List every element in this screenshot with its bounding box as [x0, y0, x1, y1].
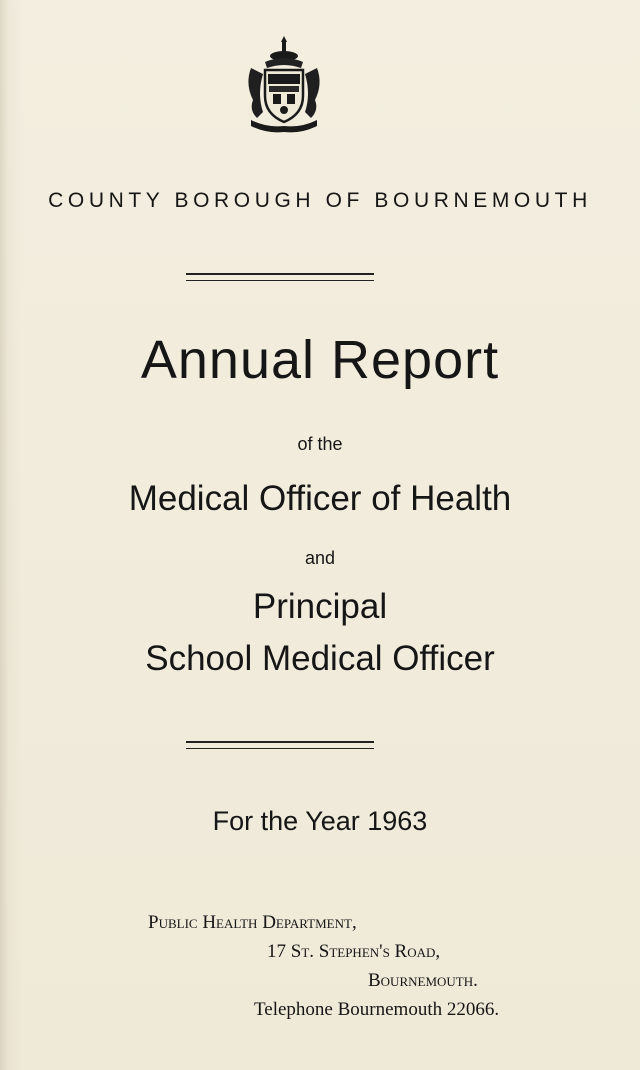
of-the-text: of the — [297, 434, 343, 454]
coat-of-arms-icon — [243, 34, 325, 134]
divider-bottom — [186, 741, 374, 749]
address-line-1: Public Health Department, — [148, 912, 357, 933]
telephone-line: Telephone Bournemouth 22066. — [254, 999, 500, 1020]
borough-heading: COUNTY BOROUGH OF BOURNEMOUTH — [48, 189, 592, 212]
report-year: For the Year 1963 — [212, 806, 428, 836]
officer-title-2-line1: Principal — [252, 587, 388, 626]
address-line-3: Bournemouth. — [368, 970, 478, 991]
and-text: and — [304, 548, 336, 568]
address-line-2: 17 St. Stephen's Road, — [267, 941, 441, 962]
officer-title-2-line2: School Medical Officer — [145, 639, 495, 678]
divider-top — [186, 273, 374, 281]
report-title: Annual Report — [140, 330, 500, 390]
officer-title-1: Medical Officer of Health — [128, 479, 512, 518]
